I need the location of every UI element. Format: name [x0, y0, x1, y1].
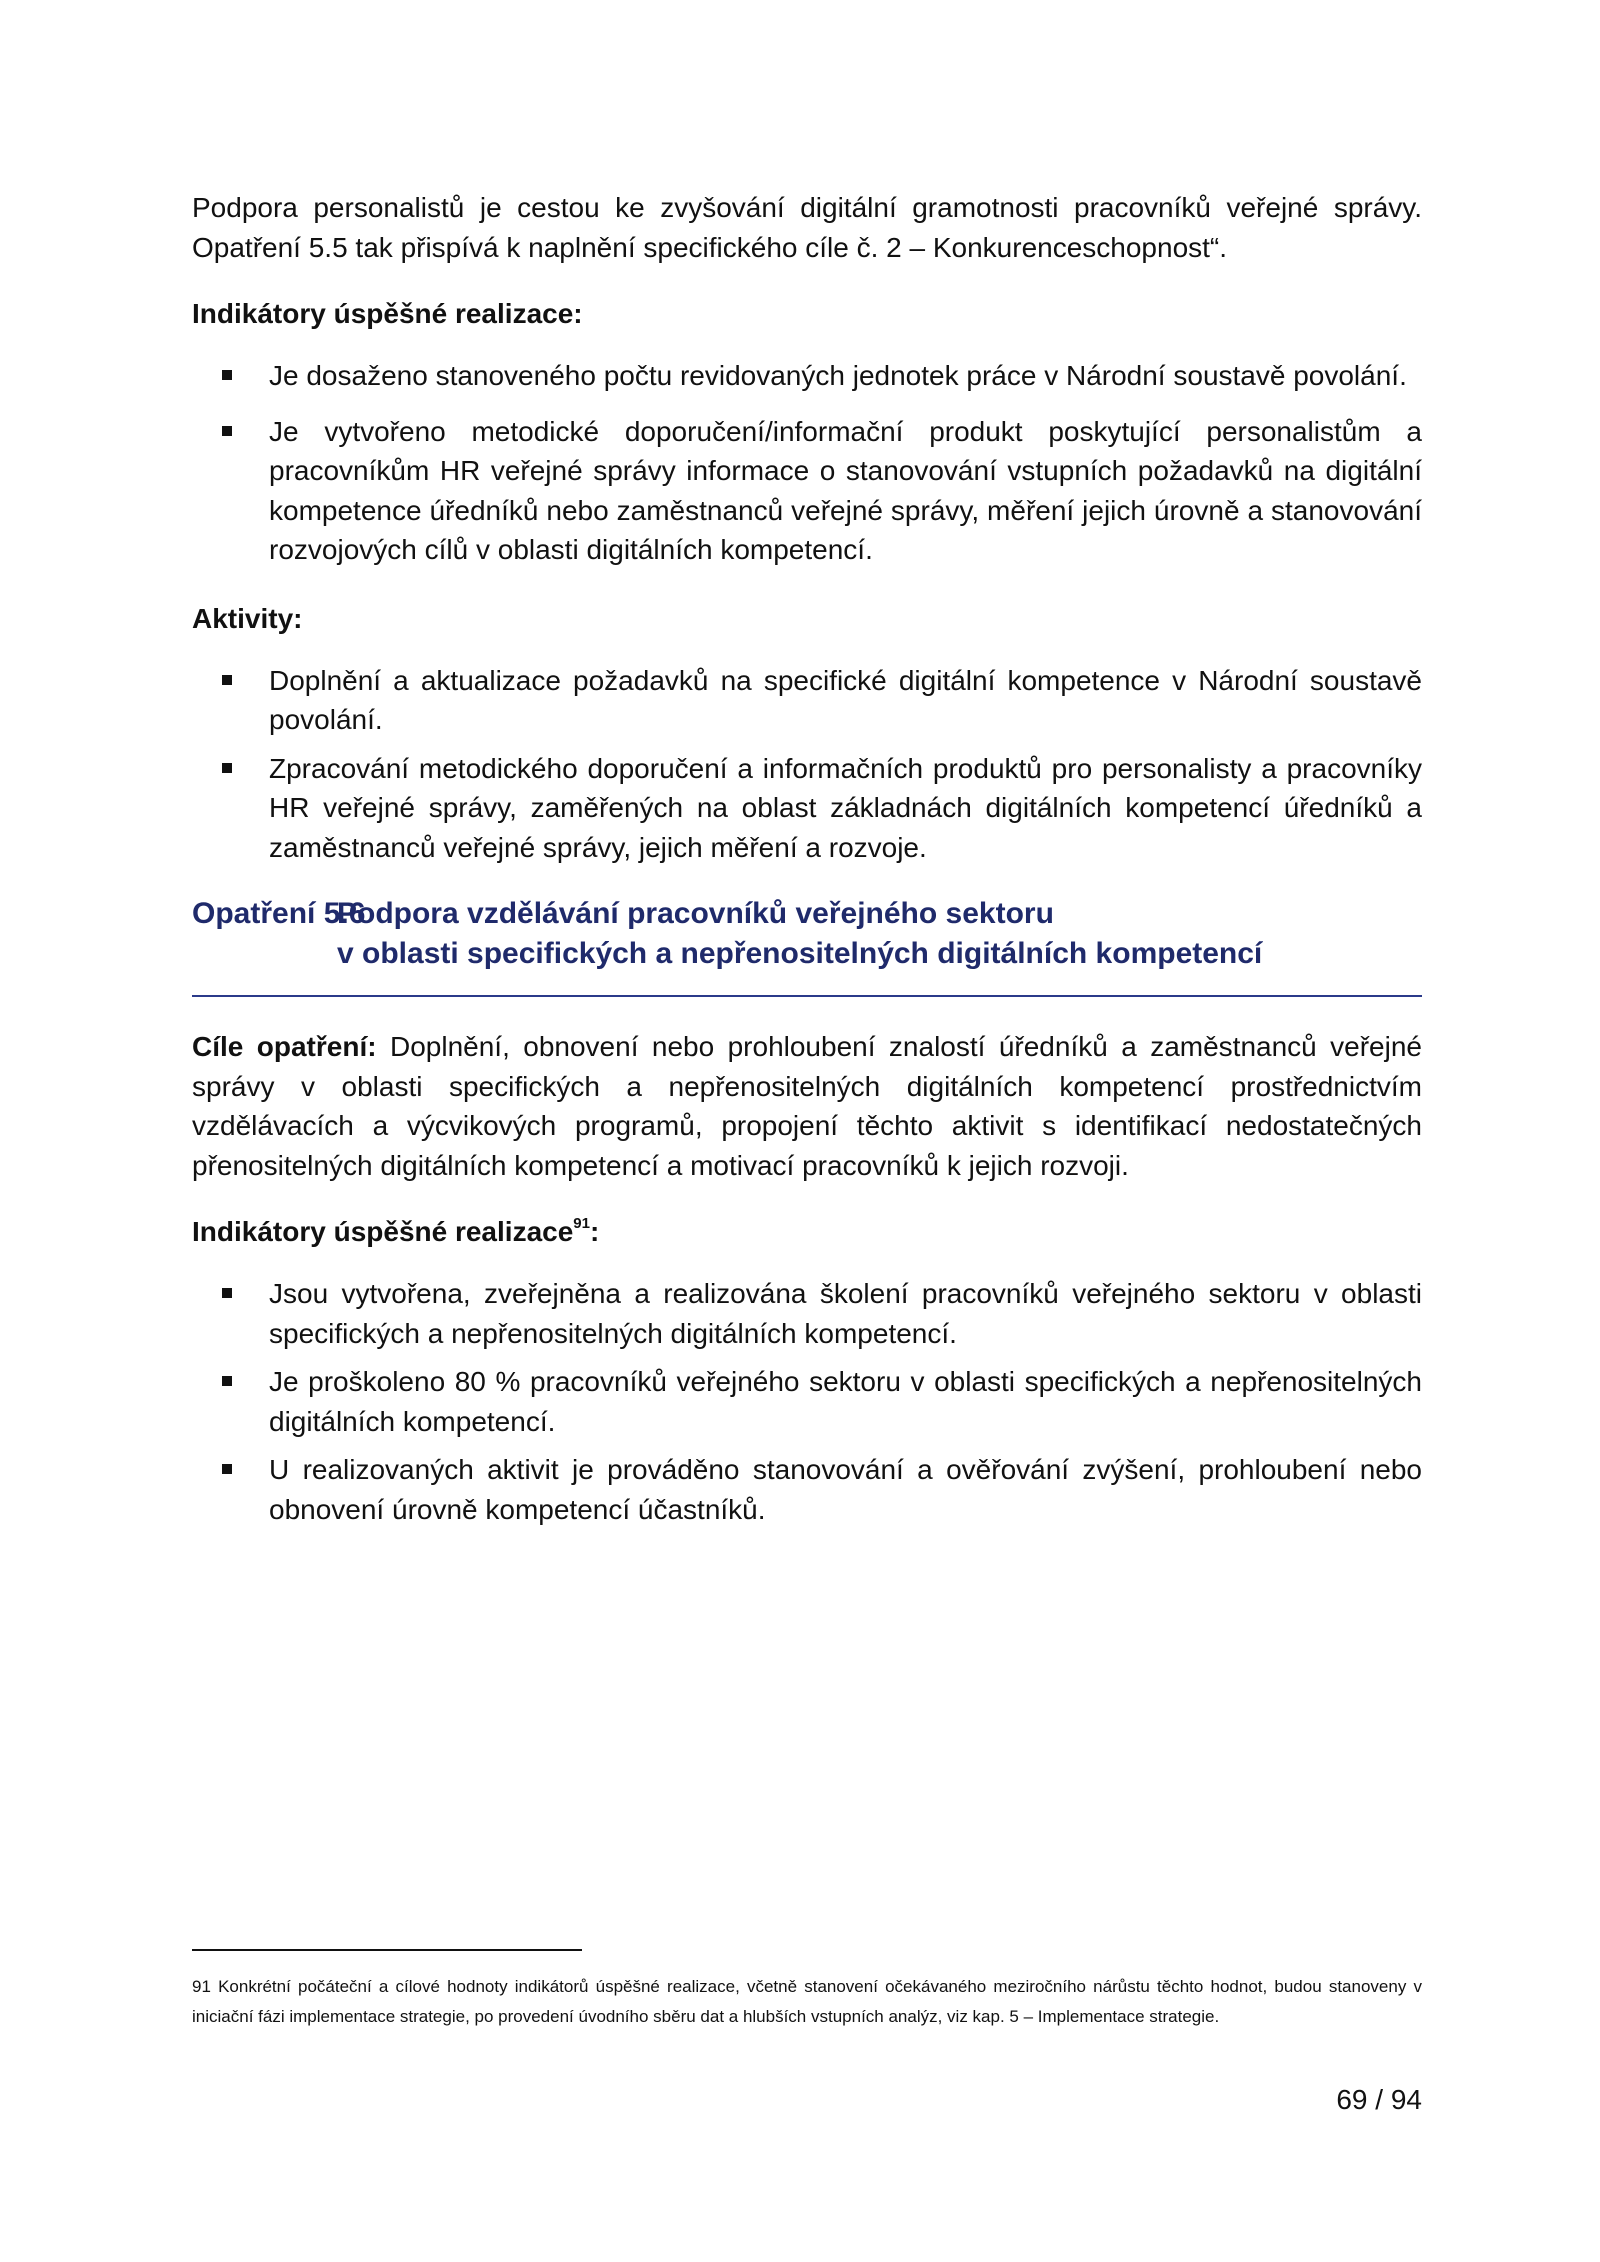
- goals-paragraph: [192, 1027, 1422, 1185]
- activities-list: [192, 661, 1422, 868]
- bullet-icon: [222, 1464, 232, 1474]
- list-item: Je proškoleno 80 % pracovníků veřejného sektoru v oblasti specifických a nepřenositelných digitálních kompetencí.: [192, 1362, 1422, 1441]
- list-item: U realizovaných aktivit je prováděno stanovování a ověřování zvýšení, prohloubení nebo obnovení úrovně kompetencí účastníků.: [192, 1450, 1422, 1529]
- section-heading: [192, 894, 1422, 974]
- intro-paragraph: Podpora personalistů je cestou ke zvyšování digitální gramotnosti pracovníků veřejné správy. Opatření 5.5 tak přispívá k naplnění specifického cíle č. 2 – Konkurenceschopnost“.: [192, 192, 1422, 263]
- section-title-line-1: Podpora vzdělávání pracovníků veřejného sektoru: [337, 897, 1054, 930]
- bullet-icon: [222, 426, 232, 436]
- footnote-ref: 91: [573, 1215, 590, 1232]
- page-content: [192, 188, 1422, 1529]
- goals-text: Doplnění, obnovení nebo prohloubení znalostí úředníků a zaměstnanců veřejné správy v oblasti specifických a nepřenositelných digitálních kompetencí prostřednictvím vzdělávacích a výcvikových programů, propojení těchto aktivit s identifikací nedostatečných přenositelných digitálních kompetencí a motivací pracovníků k jejich rozvoji.: [192, 1031, 1422, 1181]
- bullet-icon: [222, 1376, 232, 1386]
- list-item: Doplnění a aktualizace požadavků na specifické digitální kompetence v Národní soustavě povolání.: [192, 661, 1422, 740]
- section-title-line-2: v oblasti specifických a nepřenositelných digitálních kompetencí: [337, 937, 1263, 970]
- bullet-icon: [222, 675, 232, 685]
- indicators-list-2: [192, 1274, 1422, 1529]
- list-item: Je dosaženo stanoveného počtu revidovaných jednotek práce v Národní soustavě povolání.: [192, 356, 1422, 396]
- indicators-heading-1: Indikátory úspěšné realizace:: [192, 298, 583, 329]
- indicators-list-1: [192, 356, 1422, 570]
- section-number: Opatření 5.6: [192, 897, 366, 930]
- bullet-icon: [222, 763, 232, 773]
- list-item: Zpracování metodického doporučení a informačních produktů pro personalisty a pracovníky HR veřejné správy, zaměřených na oblast základnách digitálních kompetencí úředníků a zaměstnanců veřejné správy, jejich měření a rozvoje.: [192, 749, 1422, 868]
- footnote-separator: [192, 1949, 582, 1951]
- indicators-heading-2: Indikátory úspěšné realizace$^{91}$:: [192, 1215, 600, 1247]
- page-number: 69 / 94: [1336, 2084, 1422, 2115]
- goals-label: Cíle opatření:: [192, 1031, 377, 1062]
- bullet-icon: [222, 370, 232, 380]
- list-item: Jsou vytvořena, zveřejněna a realizována školení pracovníků veřejného sektoru v oblasti specifických a nepřenositelných digitálních kompetencí.: [192, 1274, 1422, 1353]
- list-item: Je vytvořeno metodické doporučení/informační produkt poskytující personalistům a pracovníkům HR veřejné správy informace o stanovování vstupních požadavků na digitální kompetence úředníků nebo zaměstnanců veřejné správy, měření jejich úrovně a stanovování rozvojových cílů v oblasti digitálních kompetencí.: [192, 412, 1422, 570]
- footnote-text: 91 Konkrétní počáteční a cílové hodnoty indikátorů úspěšné realizace, včetně stanovení očekávaného meziročního nárůstu těchto hodnot, budou stanoveny v iniciační fázi implementace strategie, po provedení úvodního sběru dat a hlubších vstupních analýz, viz kap. 5 – Implementace strategie.: [192, 1977, 1422, 2026]
- bullet-icon: [222, 1288, 232, 1298]
- activities-heading: Aktivity:: [192, 602, 303, 634]
